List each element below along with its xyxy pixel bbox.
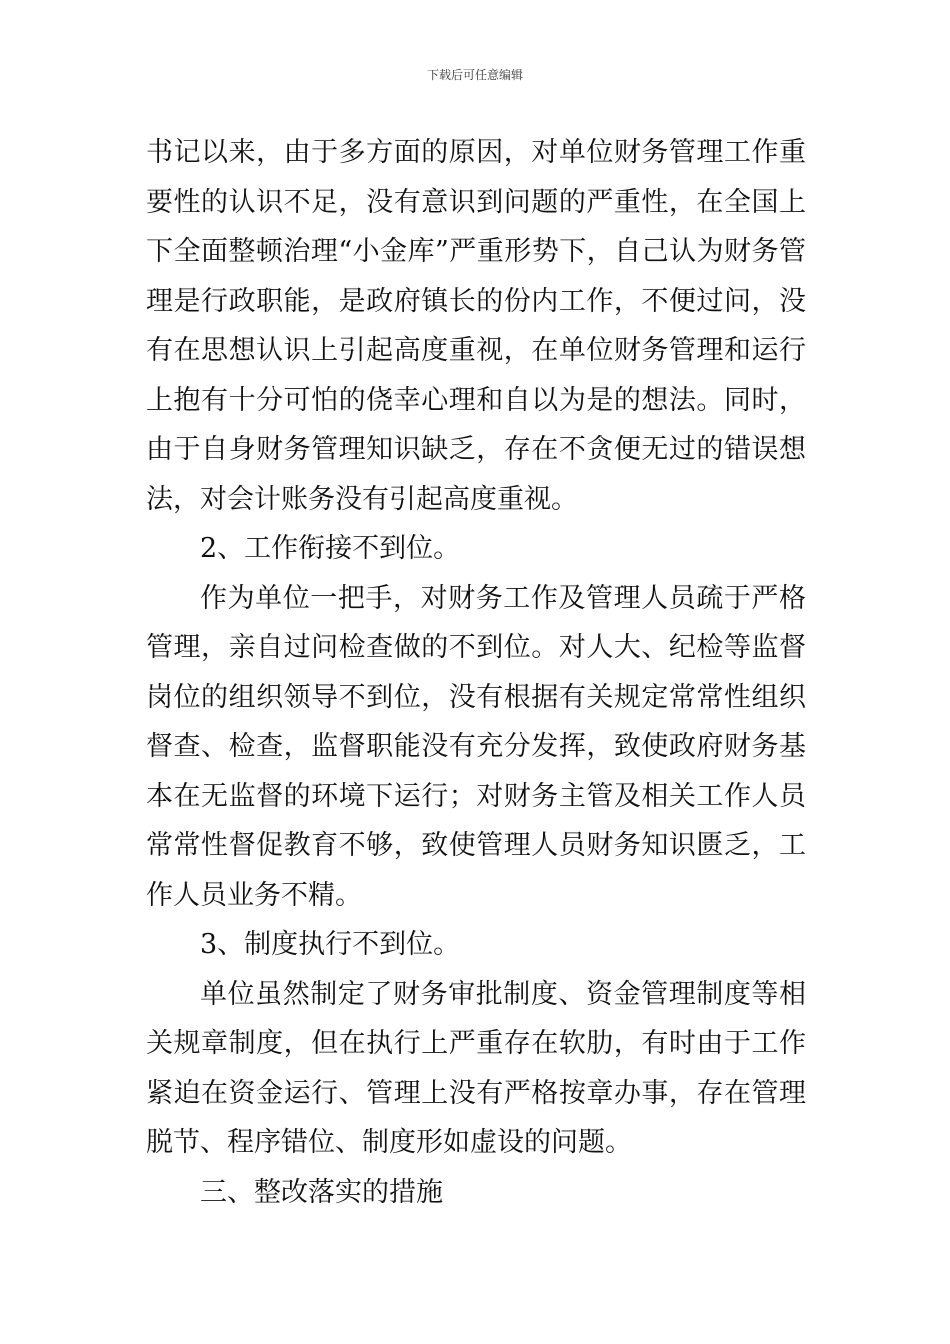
paragraph-work-coordination: 作为单位一把手，对财务工作及管理人员疏于严格管理，亲自过问检查做的不到位。对人大、纪检等监督岗位的组织领导不到位，没有根据有关规定常常性组织督查、检查，监督职能没有充分发挥，致使政府财务基本在无监督的环境下运行；对财务主管及相关工作人员常常性督促教育不够，致使管理人员财务知识匮乏，工作人员业务不精。 (146, 582, 806, 911)
paragraph-continuation: 书记以来，由于多方面的原因，对单位财务管理工作重要性的认识不足，没有意识到问题的严重性，在全国上下全面整顿治理“小金库”严重形势下，自己认为财务管理是行政职能，是政府镇长的份内工作，不便过问，没有在思想认识上引起高度重视，在单位财务管理和运行上抱有十分可怕的侥幸心理和自以为是的想法。同时，由于自身财务管理知识缺乏，存在不贪便无过的错误想法，对会计账务没有引起高度重视。 (146, 137, 806, 515)
section-heading-2: 2、工作衔接不到位。 (200, 533, 461, 564)
section-heading-measures: 三、整改落实的措施 (200, 1176, 443, 1208)
paragraph-system-execution: 单位虽然制定了财务审批制度、资金管理制度等相关规章制度，但在执行上严重存在软肋，有时由于工作紧迫在资金运行、管理上没有严格按章办事，存在管理脱节、程序错位、制度形如虚设的问题。 (146, 978, 806, 1158)
section-heading-3: 3、制度执行不到位。 (200, 929, 461, 960)
document-body (146, 128, 806, 1217)
page-header: 下载后可任意编辑 (426, 68, 523, 82)
